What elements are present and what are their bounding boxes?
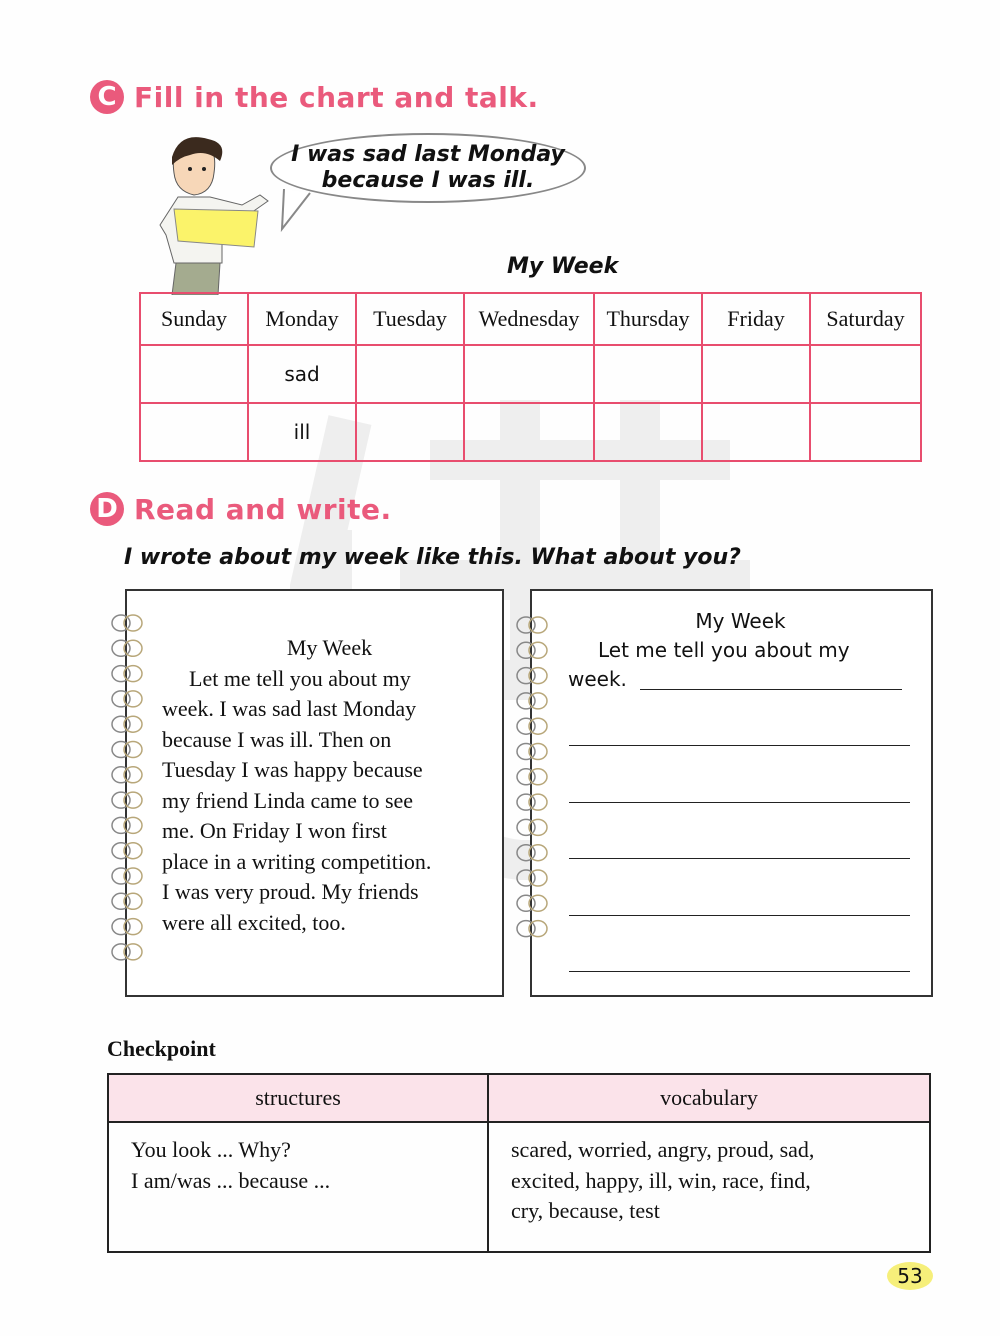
chart-cell[interactable]: sad — [248, 345, 356, 403]
structures-cell — [108, 1122, 488, 1252]
template-line-2: week. — [568, 667, 627, 691]
sample-line: Tuesday I was happy because — [162, 757, 423, 782]
section-d-heading — [90, 492, 392, 526]
checkpoint-header-row — [108, 1074, 930, 1122]
day-header: Monday — [248, 293, 356, 345]
checkpoint-table — [107, 1073, 931, 1253]
vocabulary-line: scared, worried, angry, proud, sad, — [511, 1137, 815, 1162]
section-d-title: Read and write. — [134, 492, 392, 526]
checkpoint-header: vocabulary — [488, 1074, 930, 1122]
sample-line: me. On Friday I won first — [162, 818, 387, 843]
writing-line[interactable] — [640, 689, 902, 690]
day-header: Thursday — [594, 293, 702, 345]
sample-line: week. I was sad last Monday — [162, 696, 417, 721]
week-chart-header-row — [140, 293, 921, 345]
checkpoint-body-row — [108, 1122, 930, 1252]
page-number: 53 — [887, 1262, 933, 1290]
sample-title: My Week — [286, 635, 373, 660]
speech-line-1: I was sad last Monday — [291, 142, 565, 167]
chart-cell[interactable] — [594, 403, 702, 461]
writing-line[interactable] — [569, 858, 910, 859]
day-header: Tuesday — [356, 293, 464, 345]
template-line-1: Let me tell you about my — [598, 638, 850, 662]
chart-cell[interactable] — [810, 345, 921, 403]
section-c-badge: C — [90, 80, 124, 114]
structure-item: I am/was ... because ... — [131, 1167, 331, 1193]
week-chart-row — [140, 345, 921, 403]
vocabulary-line: excited, happy, ill, win, race, find, — [511, 1167, 811, 1193]
chart-title: My Week — [507, 254, 619, 279]
sample-notebook — [125, 589, 504, 997]
chart-cell[interactable] — [356, 403, 464, 461]
week-chart-row — [140, 403, 921, 461]
speech-line-2: because I was ill. — [321, 168, 535, 193]
writing-line[interactable] — [569, 971, 910, 972]
writing-line[interactable] — [569, 745, 910, 746]
checkpoint-title: Checkpoint — [107, 1036, 216, 1061]
chart-cell[interactable]: ill — [248, 403, 356, 461]
sample-line: because I was ill. Then on — [162, 726, 392, 752]
template-text — [568, 607, 913, 694]
sample-line: were all excited, too. — [162, 909, 346, 935]
chart-cell[interactable] — [356, 345, 464, 403]
checkpoint-header: structures — [108, 1074, 488, 1122]
chart-cell[interactable] — [140, 403, 248, 461]
chart-cell[interactable] — [594, 345, 702, 403]
writing-line[interactable] — [569, 915, 910, 916]
writing-line[interactable] — [569, 802, 910, 803]
day-header: Friday — [702, 293, 810, 345]
structure-item: You look ... Why? — [131, 1137, 291, 1162]
spiral-rings-icon — [514, 615, 554, 965]
vocabulary-cell — [488, 1122, 930, 1252]
day-header: Wednesday — [464, 293, 594, 345]
spiral-rings-icon — [109, 613, 149, 963]
vocabulary-line: cry, because, test — [511, 1198, 660, 1223]
sample-line: I was very proud. My friends — [162, 879, 419, 904]
week-chart — [139, 292, 922, 462]
day-header: Saturday — [810, 293, 921, 345]
chart-cell[interactable] — [702, 345, 810, 403]
section-d-badge: D — [90, 492, 124, 526]
boy-illustration — [150, 135, 280, 295]
sample-line: Let me tell you about my — [189, 665, 411, 691]
section-d-intro: I wrote about my week like this. What about you? — [124, 545, 741, 570]
chart-cell[interactable] — [702, 403, 810, 461]
sample-line: place in a writing competition. — [162, 848, 432, 874]
writing-notebook — [530, 589, 933, 997]
chart-cell[interactable] — [140, 345, 248, 403]
section-c-title: Fill in the chart and talk. — [134, 80, 539, 114]
chart-cell[interactable] — [464, 403, 594, 461]
sample-line: my friend Linda came to see — [162, 787, 414, 813]
day-header: Sunday — [140, 293, 248, 345]
template-title: My Week — [695, 609, 786, 633]
section-c-heading — [90, 80, 539, 114]
speech-bubble-tail — [280, 185, 320, 235]
sample-text — [162, 633, 497, 938]
chart-cell[interactable] — [464, 345, 594, 403]
chart-cell[interactable] — [810, 403, 921, 461]
